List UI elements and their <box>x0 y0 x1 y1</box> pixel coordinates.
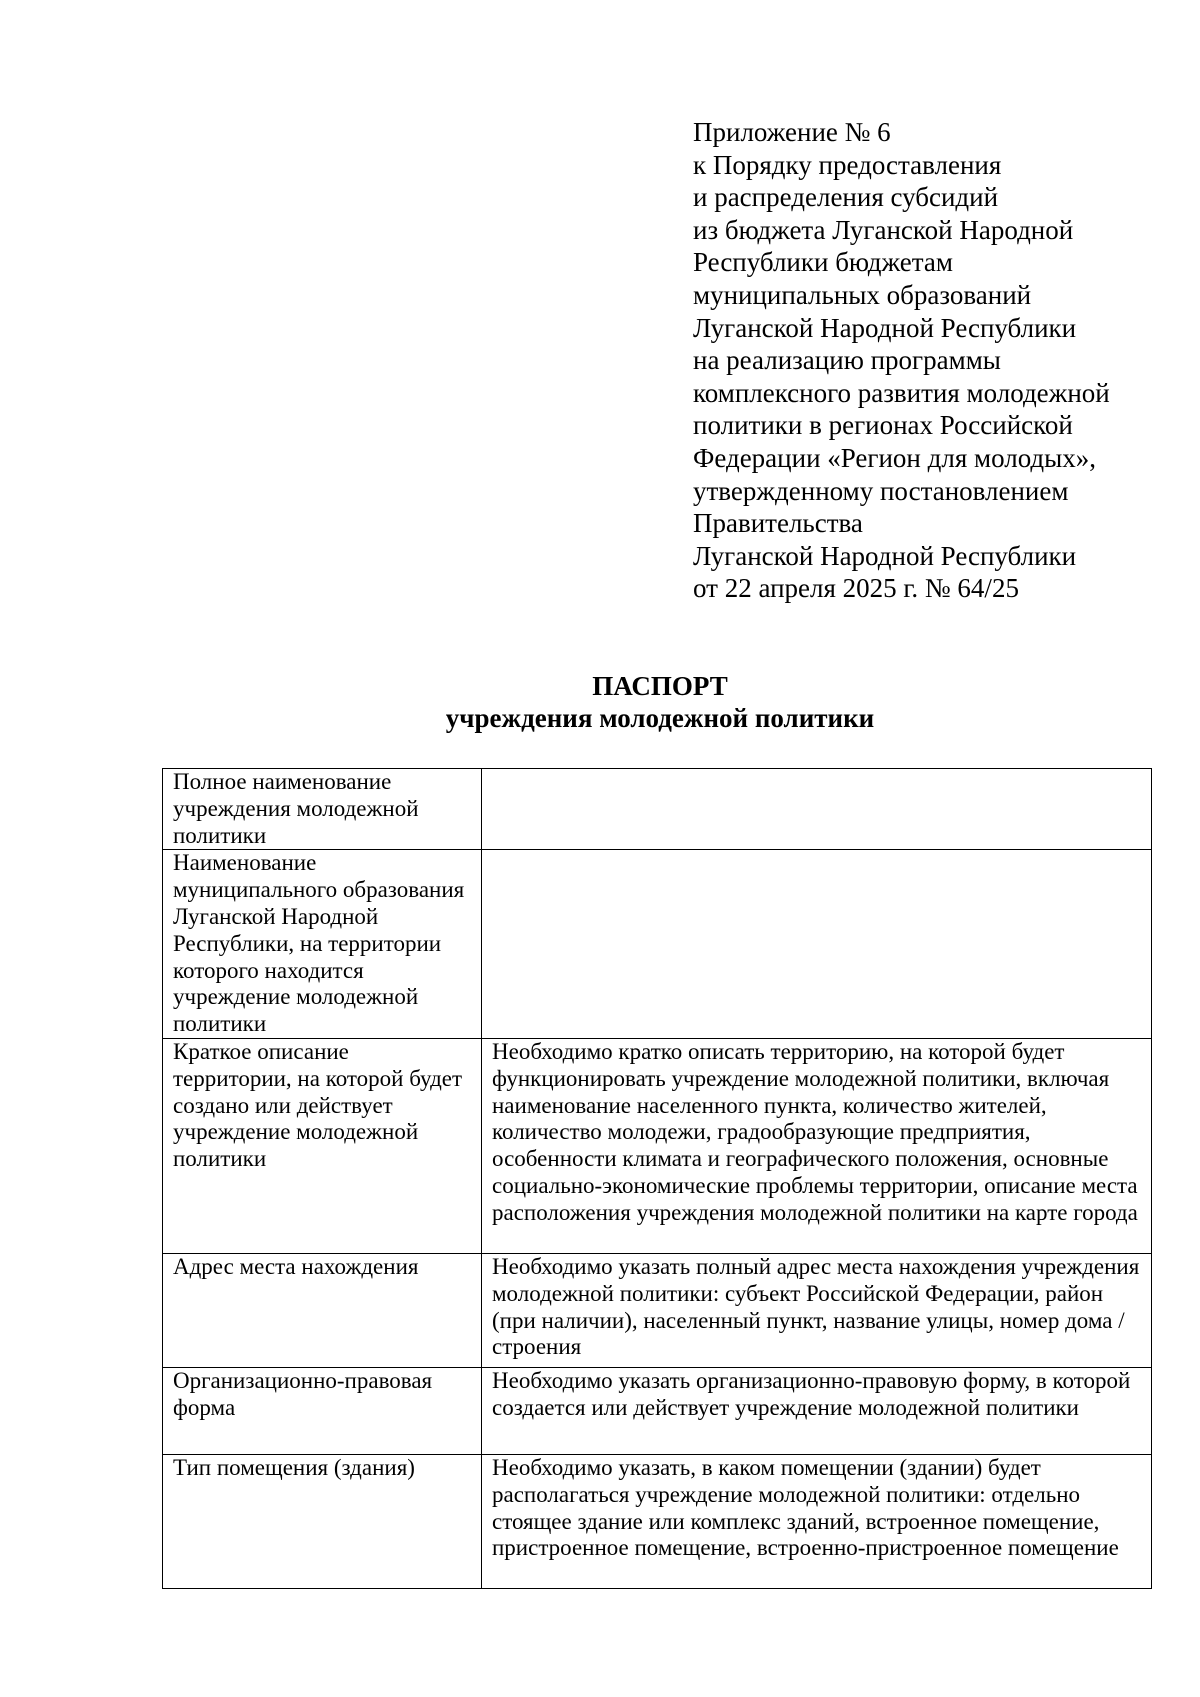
appendix-line: Правительства <box>693 508 863 539</box>
row-value: Необходимо кратко описать территорию, на которой будет функционировать учреждение молодежной политики, включая наименование населенного пункта, количество жителей, количество молодежи, градообразующие предприятия, особенности климата и географического положения, основные социально-экономические проблемы территории, описание места расположения учреждения молодежной политики на карте города <box>482 1038 1152 1253</box>
appendix-line: к Порядку предоставления <box>693 149 1002 180</box>
appendix-line: Федерации «Регион для молодых», <box>693 442 1097 473</box>
row-label: Адрес места нахождения <box>163 1253 482 1367</box>
document-subtitle: учреждения молодежной политики <box>445 703 875 733</box>
row-label: Полное наименование учреждения молодежной политики <box>163 769 482 850</box>
table-row <box>163 850 1152 1039</box>
row-value: Необходимо указать полный адрес места нахождения учреждения молодежной политики: субъект Российской Федерации, район (при наличии), населенный пункт, название улицы, номер дома / строения <box>482 1253 1152 1367</box>
passport-table <box>162 768 1152 1589</box>
appendix-line: муниципальных образований <box>693 279 1032 310</box>
table-row <box>163 1367 1152 1454</box>
table-row <box>163 769 1152 850</box>
row-value: Необходимо указать, в каком помещении (здании) будет располагаться учреждение молодежной политики: отдельно стоящее здание или комплекс зданий, встроенное помещение, пристроенное помещение, встроенно-пристроенное помещение <box>482 1454 1152 1588</box>
appendix-line: комплексного развития молодежной <box>693 377 1110 408</box>
row-label: Наименование муниципального образования Луганской Народной Республики, на территории которого находится учреждение молодежной политики <box>163 850 482 1039</box>
appendix-line: и распределения субсидий <box>693 182 999 213</box>
appendix-line: Приложение № 6 <box>693 117 891 147</box>
row-value: Необходимо указать организационно-правовую форму, в которой создается или действует учреждение молодежной политики <box>482 1367 1152 1454</box>
appendix-line: утвержденному постановлением <box>693 475 1069 506</box>
appendix-line: Республики бюджетам <box>693 247 953 278</box>
row-label: Краткое описание территории, на которой будет создано или действует учреждение молодежной политики <box>163 1038 482 1253</box>
appendix-line: на реализацию программы <box>693 345 1001 376</box>
appendix-line: от 22 апреля 2025 г. № 64/25 <box>693 573 1019 604</box>
row-label: Тип помещения (здания) <box>163 1454 482 1588</box>
table-row <box>163 1253 1152 1367</box>
appendix-line: из бюджета Луганской Народной <box>693 214 1074 245</box>
row-value <box>482 850 1152 1039</box>
appendix-line: политики в регионах Российской <box>693 410 1073 441</box>
table-row <box>163 1038 1152 1253</box>
row-label: Организационно-правовая форма <box>163 1367 482 1454</box>
appendix-block <box>693 116 1163 605</box>
appendix-line: Луганской Народной Республики <box>693 540 1077 571</box>
table-row <box>163 1454 1152 1588</box>
row-value <box>482 769 1152 850</box>
appendix-line: Луганской Народной Республики <box>693 312 1077 343</box>
document-title: ПАСПОРТ <box>592 671 728 701</box>
